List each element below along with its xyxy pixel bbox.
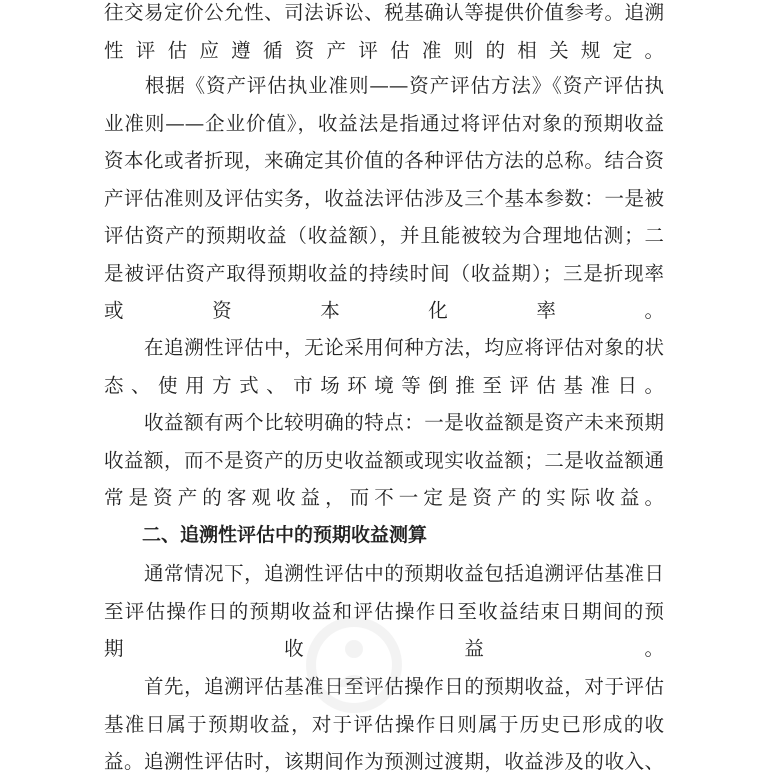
text-line: 期收益。 [104,637,664,660]
paragraph [104,329,664,404]
section-heading: 二、追溯性评估中的预期收益测算 [142,524,428,546]
paragraph [104,404,664,517]
text-line: 或资本化率。 [104,299,664,322]
text-line: 态、使用方式、市场环境等倒推至评估基准日。 [104,373,664,397]
text-line: 首先，追溯评估基准日至评估操作日的预期收益，对于评估 [104,675,664,698]
text-line: 在追溯性评估中，无论采用何种方法，均应将评估对象的状 [104,336,664,359]
text-line: 收益额，而不是资产的历史收益额或现实收益额；二是收益额通 [104,448,664,472]
text-line: 根据《资产评估执业准则——资产评估方法》《资产评估执 [104,74,664,97]
paragraph [104,0,664,69]
text-line: 常是资产的客观收益，而不一定是资产的实际收益。 [104,486,664,509]
text-line: 资本化或者折现，来确定其价值的各种评估方法的总称。结合资 [104,149,664,172]
paragraph [104,555,664,668]
text-line: 是被评估资产取得预期收益的持续时间（收益期）；三是折现率 [104,261,664,285]
text-line: 评估资产的预期收益（收益额），并且能被较为合理地估测；二 [104,224,664,247]
paragraph [104,668,664,781]
text-line: 业准则——企业价值》，收益法是指通过将评估对象的预期收益 [104,111,664,135]
text-line: 性评估应遵循资产评估准则的相关规定。 [104,38,664,62]
text-line: 通常情况下，追溯性评估中的预期收益包括追溯评估基准日 [104,562,664,585]
text-line: 收益额有两个比较明确的特点：一是收益额是资产未来预期 [104,411,664,434]
text-line: 往交易定价公允性、司法诉讼、税基确认等提供价值参考。追溯 [104,1,664,24]
text-line: 至评估操作日的预期收益和评估操作日至收益结束日期间的预 [104,599,664,623]
text-line: 益。追溯性评估时，该期间作为预测过渡期，收益涉及的收入、 [104,750,664,773]
text-line: 基准日属于预期收益，对于评估操作日则属于历史已形成的收 [104,712,664,736]
text-line: 产评估准则及评估实务，收益法评估涉及三个基本参数：一是被 [104,186,664,210]
paragraph [104,67,664,330]
